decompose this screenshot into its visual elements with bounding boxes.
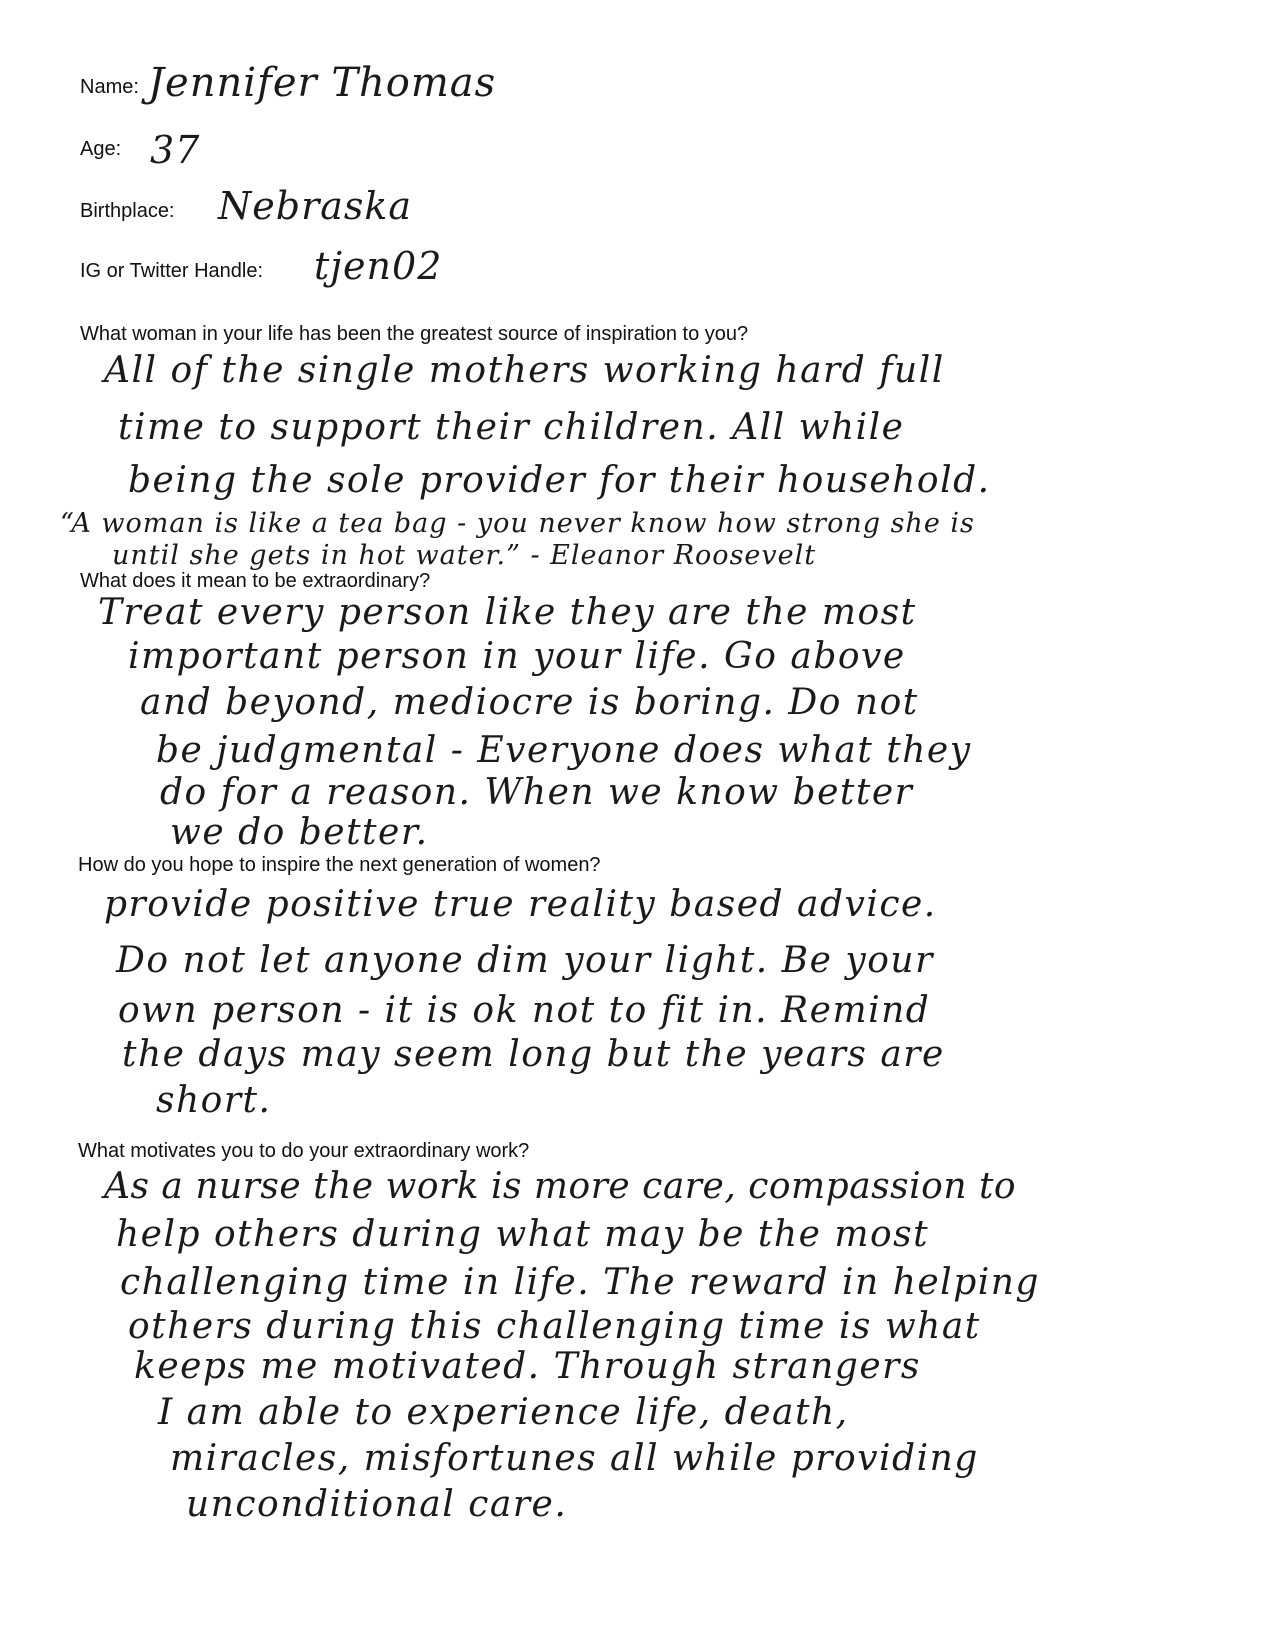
answer-1-quote-line-2: until she gets in hot water.” - Eleanor Roosevelt: [112, 540, 817, 571]
answer-3-line-4: the days may seem long but the years are: [122, 1034, 945, 1075]
answer-3-line-2: Do not let anyone dim your light. Be your: [116, 940, 934, 981]
question-2: What does it mean to be extraordinary?: [80, 570, 431, 592]
age-label: Age:: [80, 138, 122, 160]
answer-2-line-6: we do better.: [170, 812, 429, 853]
answer-2-line-5: do for a reason. When we know better: [160, 772, 914, 813]
answer-2-line-1: Treat every person like they are the most: [98, 592, 917, 633]
handle-value: tjen02: [314, 244, 443, 288]
answer-4-line-8: unconditional care.: [186, 1484, 568, 1525]
answer-1-line-2: time to support their children. All while: [118, 407, 905, 448]
birthplace-label: Birthplace:: [80, 200, 175, 222]
answer-2-line-4: be judgmental - Everyone does what they: [156, 730, 972, 771]
age-value: 37: [150, 128, 201, 172]
answer-3-line-3: own person - it is ok not to fit in. Remind: [118, 990, 931, 1031]
answer-1-quote-line-1: “A woman is like a tea bag - you never know how strong she is: [60, 508, 975, 539]
question-1: What woman in your life has been the greatest source of inspiration to you?: [80, 323, 749, 345]
answer-2-line-2: important person in your life. Go above: [128, 636, 906, 677]
answer-4-line-1: As a nurse the work is more care, compassion to: [104, 1166, 1017, 1207]
answer-3-line-1: provide positive true reality based advice.: [104, 884, 937, 925]
question-3: How do you hope to inspire the next generation of women?: [78, 854, 601, 876]
name-label: Name:: [80, 76, 139, 98]
answer-3-line-5: short.: [156, 1080, 272, 1121]
answer-4-line-4: others during this challenging time is what: [128, 1306, 981, 1347]
answer-4-line-2: help others during what may be the most: [116, 1214, 930, 1255]
answer-4-line-5: keeps me motivated. Through strangers: [134, 1346, 921, 1387]
answer-4-line-6: I am able to experience life, death,: [158, 1392, 849, 1433]
answer-1-line-1: All of the single mothers working hard full: [104, 350, 945, 391]
name-value: Jennifer Thomas: [148, 60, 497, 106]
birthplace-value: Nebraska: [218, 184, 413, 228]
answer-1-line-3: being the sole provider for their household.: [128, 460, 991, 501]
question-4: What motivates you to do your extraordinary work?: [78, 1140, 530, 1162]
answer-2-line-3: and beyond, mediocre is boring. Do not: [140, 682, 919, 723]
answer-4-line-7: miracles, misfortunes all while providing: [170, 1438, 979, 1479]
answer-4-line-3: challenging time in life. The reward in helping: [120, 1262, 1040, 1303]
handle-label: IG or Twitter Handle:: [80, 260, 264, 282]
